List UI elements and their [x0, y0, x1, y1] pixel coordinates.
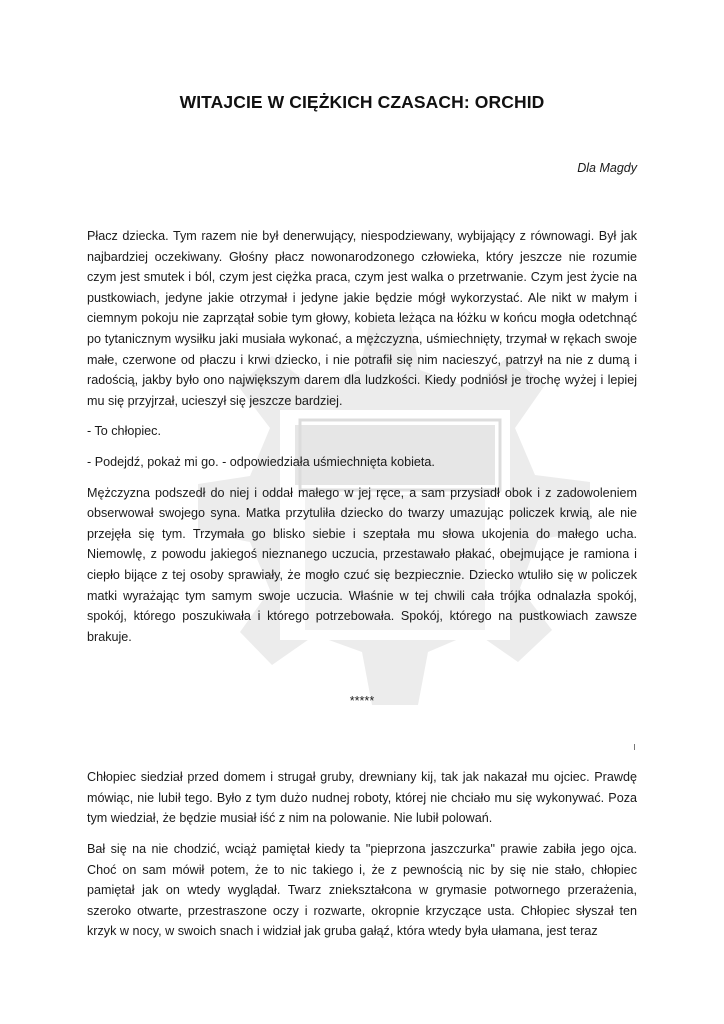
part-one	[87, 226, 637, 647]
dedication: Dla Magdy	[577, 161, 637, 175]
dialog-line: - To chłopiec.	[87, 424, 161, 439]
paragraph: Mężczyzna podszedł do niej i oddał małego w jej ręce, a sam przysiadł obok i z zadowoleniem obserwował swojego syna. Matka przytuliła dziecko do twarzy umazując policzek krwią, ale nie przejęła się tym. Trzymała go blisko siebie i szeptała mu słowa ukojenia do małego ucha. Niemowlę, z powodu jakiegoś nieznanego uczucia, przestawało płakać, obejmujące je ramiona i ciepło bijące z tej osoby sprawiały, że mogło czuć się bezpiecznie. Dziecko wtuliło się w policzek matki wyrażając tym samym swoje uczucia. Właśnie w tej chwili cała trójka odnalazła spokój, spokój, którego poszukiwała i którego potrzebowała. Spokój, którego na pustkowiach zawsze brakuje.	[87, 485, 637, 644]
part-two	[87, 767, 637, 942]
paragraph: Płacz dziecka. Tym razem nie był denerwujący, niespodziewany, wybijający z równowagi. Był jak najbardziej oczekiwany. Głośny płacz nowonarodzonego człowieka, który jeszcze nie rozumie czym jest smutek i ból, czym jest ciężka praca, czym jest walka o przetrwanie. Czym jest życie na pustkowiach, jedyne jakie otrzymał i jedyne jakie będzie mógł wykorzystać. Ale nikt w małym i ciemnym pokoju nie zaprzątał sobie tym głowy, kobieta leżąca na łóżku w końcu mogła odetchnąć po tytanicznym wysiłku jaki musiała wykonać, a mężczyzna, uśmiechnięty, trzymał w rękach swoje małe, czerwone od płaczu i krwi dziecko, i nie potrafił się nim nacieszyć, patrzył na nie z dumą i radością, jakby było ono największym darem dla ludzkości. Kiedy podniósł je trochę wyżej i lepiej mu się przyjrzał, ucieszył się jeszcze bardziej.	[87, 229, 637, 408]
document-title: WITAJCIE W CIĘŻKICH CZASACH: ORCHID	[179, 92, 545, 112]
section-separator: *****	[349, 694, 375, 709]
paragraph: Chłopiec siedział przed domem i strugał gruby, drewniany kij, tak jak nakazał mu ojciec. Prawdę mówiąc, nie lubił tego. Było z tym dużo nudnej roboty, której nie chciało mu się wykonywać. Poza tym wiedział, że będzie musiał iść z nim na polowanie. Nie lubił polowań.	[87, 770, 637, 826]
paragraph: Bał się na nie chodzić, wciąż pamiętał kiedy ta "pieprzona jaszczurka" prawie zabiła jego ojca. Choć on sam mówił potem, że to nic takiego i, że z pewnością nic by się nie stało, chłopiec pamiętał jak on wtedy wyglądał. Twarz zniekształcona w grymasie potwornego przerażenia, szeroko otwarte, przestraszone oczy i rozwarte, okropnie krzyczące usta. Chłopiec słyszał ten krzyk w nocy, w swoich snach i widział jak gruba gałąź, która wtedy była ułamana, jest teraz	[87, 842, 637, 939]
dialog-line: - Podejdź, pokaż mi go. - odpowiedziała uśmiechnięta kobieta.	[87, 454, 435, 469]
